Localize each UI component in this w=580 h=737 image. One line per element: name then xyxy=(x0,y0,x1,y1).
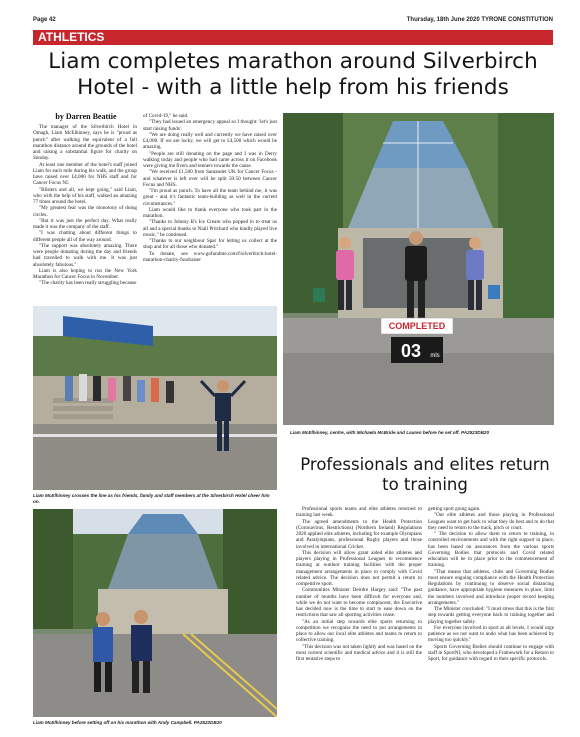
paragraph: "We received £1,500 from Santander UK for Cancer Focus - and whatever is left over will be split 50:50 between Cancer Focus and NHS. xyxy=(143,169,277,188)
article-headline: Liam completes marathon around Silverbirch Hotel - with a little help from his friends xyxy=(48,49,538,100)
paragraph: "They had issued an emergency appeal so I thought: 'let's just start raising funds'. xyxy=(143,119,277,132)
photo-finish-line-image xyxy=(33,306,277,490)
paragraph: "This decision was not taken lightly and was based on the most current scientific and medical advice and it is still the first tentative steps to xyxy=(296,643,422,662)
paragraph: Sports Governing Bodies should continue to engage with staff in SportNI, who developed a Framework for a Return to Sport, for guidance with regard to their specific protocols. xyxy=(428,643,554,662)
paragraph: " The decision to allow them to return to training, in controlled environments and with the right support in place, has been based on assurances from the various sports Governing Bodies that protocols and Covid related education will be in place prior to the commencement of training. xyxy=(428,531,554,569)
paragraph: "The charity has been really struggling because xyxy=(39,280,137,287)
paragraph: Liam is also hoping to run the New York Marathon for Cancer Focus in November. xyxy=(33,267,137,280)
article-column-2 xyxy=(143,113,277,263)
article-column-1 xyxy=(33,124,137,287)
masthead xyxy=(33,14,553,26)
paragraph: "People are still donating on the page and I was in Derry walking today and people who had came across it on Facebook were giving me fivers and tenners towards the cause. xyxy=(143,150,277,169)
paragraph: The Minister concluded: "I must stress that this is the first step towards getting everyone back to training together and playing together safely. xyxy=(428,606,554,625)
paragraph: Liam would like to thank everyone who took part in the marathon. xyxy=(143,206,277,219)
paragraph: "My greatest fear was the monotony of doing circles. xyxy=(33,205,137,218)
photo-group-sign-image xyxy=(283,113,554,425)
photo-finish-line xyxy=(33,306,277,490)
issue-date: Thursday, 18th June 2020 TYRONE CONSTITUTION xyxy=(406,17,553,23)
paragraph: of Covid-19," he said. xyxy=(143,113,189,119)
paragraph: "Blisters and all, we kept going," said Liam, who with the help of his staff, walked an amazing 77 times around the hotel. xyxy=(33,186,137,205)
paragraph: "We are doing really well and currently we have raised over £4,000. If we are lucky, we will get to £4,500 which would be amazing. xyxy=(143,131,277,151)
scoreboard-value: 03 xyxy=(400,341,422,361)
byline: by Darren Beattie xyxy=(55,112,117,121)
photo-start-image xyxy=(33,509,277,717)
paragraph: "Thanks to Johnny B's Ice Cream who popped in to treat us all and a special thanks to Niall Pritchard who kindly played live music," he continued. xyxy=(143,219,277,238)
paragraph: "Thanks to our neighbour Spar for letting us collect at the shop and for all those who donated." xyxy=(143,238,277,251)
section-label: ATHLETICS xyxy=(33,30,553,45)
caption-finish-line: Liam McElhinney crosses the line as his friends, family and staff members at the Silverbirch Hotel cheer him on. xyxy=(33,493,270,504)
paragraph: At least one member of the hotel's staff joined Liam for each mile during his walk, and the group have raised over £4,000 for NHS staff and for Cancer Focus NI. xyxy=(33,161,137,187)
article-2-column-1 xyxy=(296,506,422,662)
paragraph: "That means that athletes, clubs and Governing Bodies must ensure ongoing compliance with the Health Protection Regulations by continuing to observe social distancing guidance, have appropriate hygiene measures in place, limit the numbers involved and introduce proper record keeping arrangements." xyxy=(428,568,554,606)
scoreboard-unit: mls xyxy=(430,353,440,359)
paragraph: The agreed amendments to the Health Protection (Coronavirus, Restrictions) (Northern Ireland) Regulations 2020 applied elite athletes, including for example Olympians and Paralympians, professional Rugby players and those involved in international Cricket. xyxy=(296,518,422,550)
paragraph: This decision will allow grant aided elite athletes and players playing in Professional Leagues to recommence training at outdoor training facilities with the proper management arrangements in place to comply with Covid related advice. The decision does not permit a return to competitive sport. xyxy=(296,549,422,587)
paragraph: getting sport going again. xyxy=(428,506,481,512)
article-2-headline: Professionals and elites return to training xyxy=(300,455,550,494)
photo-start xyxy=(33,509,277,717)
paragraph: "I was chatting about different things to different people all of the way around. xyxy=(33,230,137,243)
page-number: Page 42 xyxy=(33,17,56,23)
paragraph: To donate, see www.gofundme.com/f/silverbirch-hotel-marathon-charity-fundraiser xyxy=(143,250,277,263)
paragraph: The manager of the Silverbirch Hotel in Omagh, Liam McElhinney, says he is "proud as punch" after walking the equivalent of a full marathon distance around the grounds of the hotel and raising a substantial figure for charity on Sunday. xyxy=(33,124,137,162)
paragraph: "I'm proud as punch. To have all the team behind me, it was great - and it's fantastic team-building as well in the current circumstances." xyxy=(143,188,277,207)
paragraph: Communities Minister Deirdre Hargey said: "The past number of months have been difficult for everyone and, while we do not want to become complacent, the Executive has decided now is the time to start to ease down on the restrictions that saw all sporting activities cease. xyxy=(296,587,422,619)
paragraph: "But it was just the perfect day. What really made it was the company of the staff. xyxy=(33,217,137,230)
photo-group-sign xyxy=(283,113,554,425)
sign-text: COMPLETED xyxy=(388,321,446,331)
paragraph: "Our elite athletes and those playing in Professional Leagues want to get back to what they do best and to do that they need to return to the track, pitch or court. xyxy=(428,512,554,531)
paragraph: Professional sports teams and elite athletes returned to training last week. xyxy=(296,506,422,519)
article-2-column-2 xyxy=(428,506,554,662)
paragraph: "The support was absolutely amazing. There were people donating during the day and friends had travelled to walk with me. It was just absolutely fabulous." xyxy=(33,242,137,268)
paragraph: "As an initial step towards elite sports returning to competition we recognise the need to put arrangements in place to allow our local elite athletes and teams to return to collective training. xyxy=(296,618,422,644)
caption-group-sign: Liam McElhinney, centre, with Michaela McBride and Lauren before he set off. PA2523DB20 xyxy=(290,430,490,435)
caption-start: Liam McElhinney before setting off on his marathon with Andy Campbell. PA2522DB20 xyxy=(33,720,222,725)
paragraph: For everyone involved in sport at all levels, I would urge patience as we not want to undo what has been achieved by moving too quickly." xyxy=(428,624,554,644)
